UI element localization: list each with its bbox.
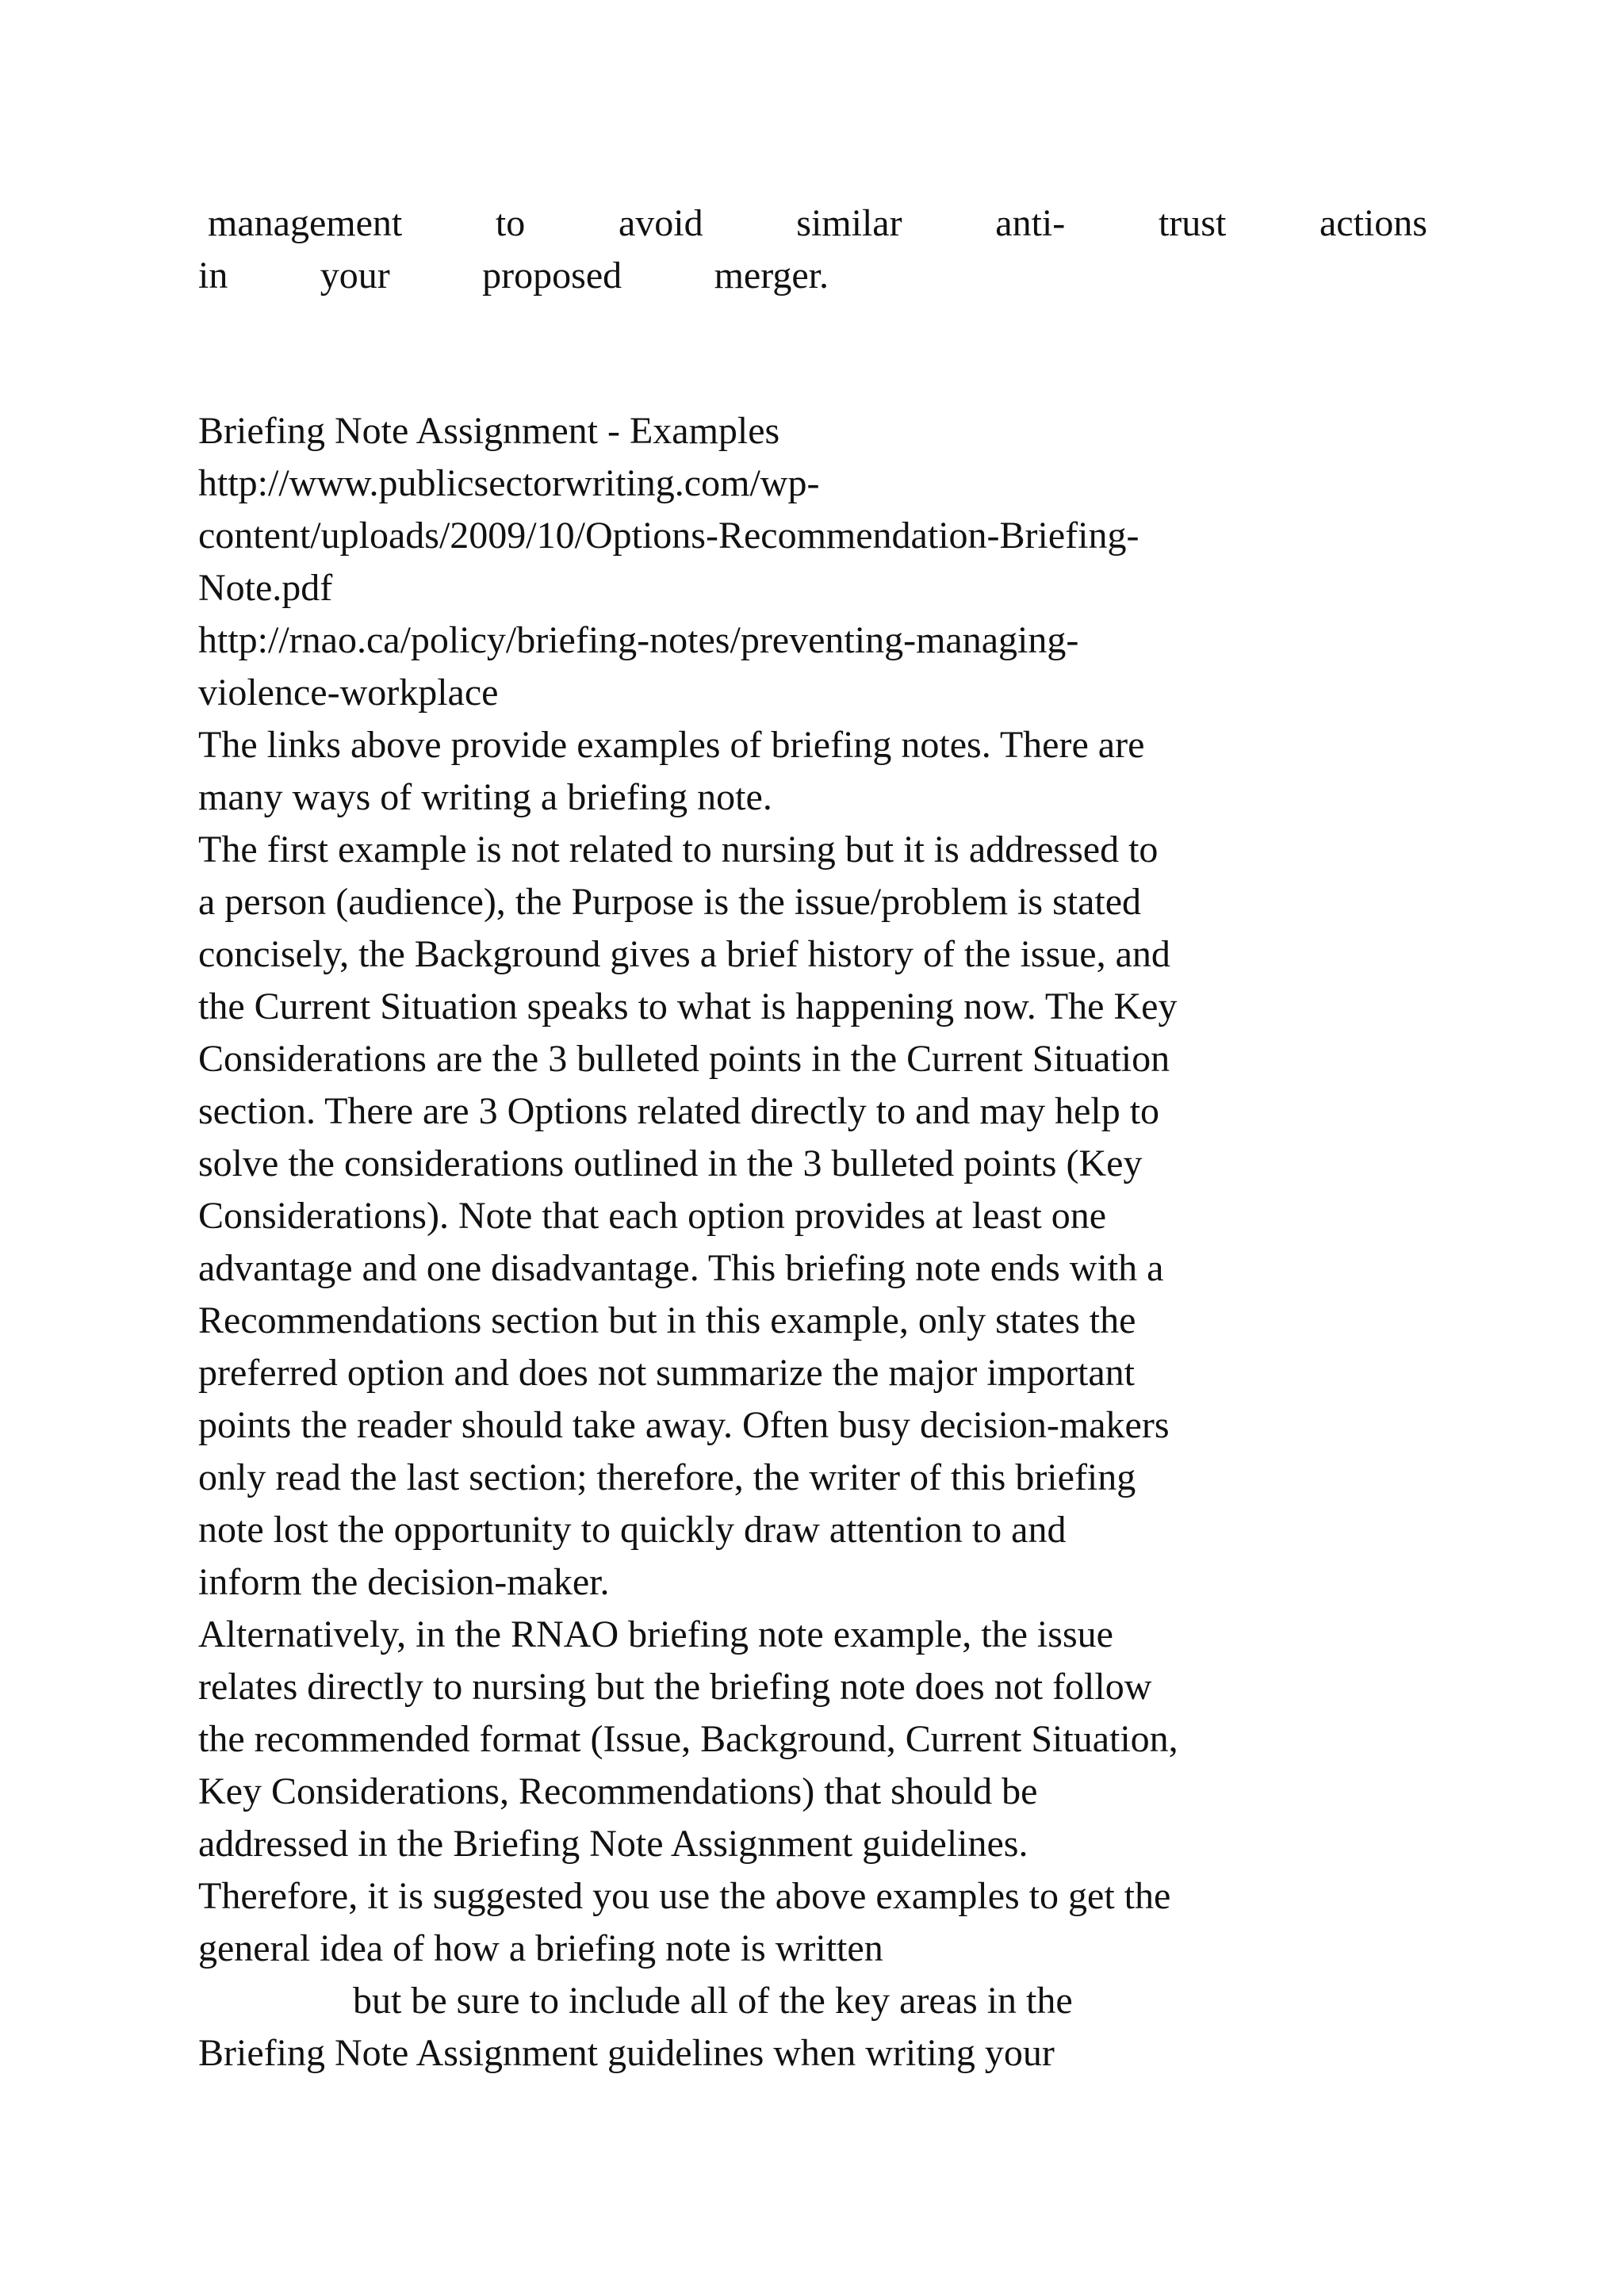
word: trust (1158, 202, 1227, 244)
word: your (320, 254, 390, 297)
word: similar (796, 202, 902, 244)
body-line: solve the considerations outlined in the 3 bulleted points (Key (198, 1142, 1143, 1184)
body-line: relates directly to nursing but the briefing note does not follow (198, 1666, 1152, 1708)
body-line: Briefing Note Assignment guidelines when writing your (198, 2032, 1055, 2074)
word: management (208, 202, 403, 244)
body-line: a person (audience), the Purpose is the issue/problem is stated (198, 881, 1142, 923)
indented-body-line: but be sure to include all of the key areas in the (353, 1980, 1073, 2022)
body-line: the recommended format (Issue, Background, Current Situation, (198, 1718, 1178, 1760)
link-line: violence-workplace (198, 672, 499, 714)
body-line: inform the decision-maker. (198, 1561, 610, 1603)
body-line: only read the last section; therefore, the writer of this briefing (198, 1456, 1136, 1498)
body-line: Key Considerations, Recommendations) that should be (198, 1770, 1038, 1812)
body-line: Considerations are the 3 bulleted points in the Current Situation (198, 1038, 1170, 1080)
body-line: The links above provide examples of briefing notes. There are (198, 724, 1145, 766)
link-line: content/uploads/2009/10/Options-Recommendation-Briefing- (198, 515, 1139, 557)
word: anti- (995, 202, 1066, 244)
body-line: general idea of how a briefing note is written (198, 1927, 883, 1969)
body-line: preferred option and does not summarize the major important (198, 1352, 1135, 1394)
link-line: http://www.publicsectorwriting.com/wp- (198, 462, 820, 504)
body-line: addressed in the Briefing Note Assignment guidelines. (198, 1823, 1028, 1865)
body-line: the Current Situation speaks to what is happening now. The Key (198, 985, 1178, 1027)
text-line-1 (208, 197, 1427, 250)
body-line: section. There are 3 Options related directly to and may help to (198, 1090, 1160, 1132)
body-line: concisely, the Background gives a brief history of the issue, and (198, 933, 1170, 975)
body-line: note lost the opportunity to quickly draw attention to and (198, 1509, 1067, 1551)
body-line: Considerations). Note that each option provides at least one (198, 1195, 1107, 1237)
body-line: Therefore, it is suggested you use the above examples to get the (198, 1875, 1171, 1917)
body-line: advantage and one disadvantage. This briefing note ends with a (198, 1247, 1164, 1289)
word: proposed (482, 254, 622, 297)
body-line: points the reader should take away. Often busy decision-makers (198, 1404, 1170, 1446)
body-line: The first example is not related to nursing but it is addressed to (198, 828, 1159, 871)
body-line: Recommendations section but in this example, only states the (198, 1299, 1136, 1341)
word: actions (1319, 202, 1427, 244)
word: merger. (714, 254, 829, 297)
body-line: many ways of writing a briefing note. (198, 776, 772, 818)
word: in (198, 254, 228, 297)
section-heading: Briefing Note Assignment - Examples (198, 410, 780, 452)
word: to (495, 202, 526, 244)
text-line-2 (198, 250, 829, 302)
link-line: Note.pdf (198, 567, 333, 609)
link-line: http://rnao.ca/policy/briefing-notes/preventing-managing- (198, 619, 1079, 661)
word: avoid (618, 202, 703, 244)
body-line: Alternatively, in the RNAO briefing note example, the issue (198, 1613, 1113, 1655)
